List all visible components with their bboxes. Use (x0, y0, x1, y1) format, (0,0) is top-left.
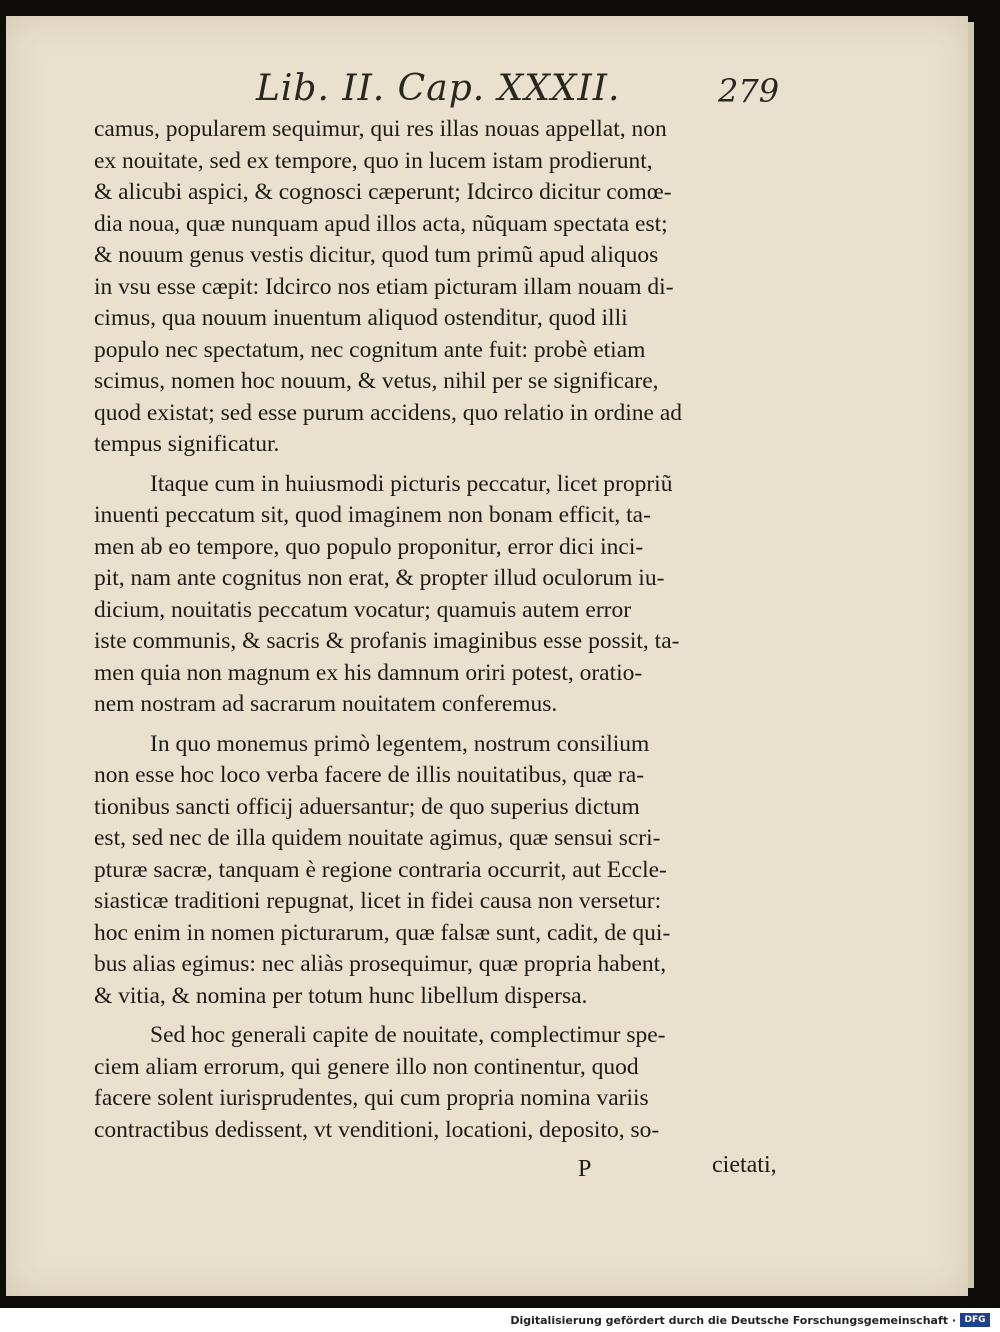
text-line: non esse hoc loco verba facere de illis nouitatibus, quæ ra- (94, 762, 645, 788)
paragraph (94, 469, 794, 721)
paragraph (94, 114, 794, 461)
text-line: tionibus sancti officij aduersantur; de quo superius dictum (94, 793, 640, 820)
paragraph-gap (94, 1012, 794, 1020)
text-line: & alicubi aspici, & cognosci cæperunt; Idcirco dicitur comœ- (94, 179, 672, 205)
paragraph (94, 729, 794, 1013)
page-edge (968, 22, 974, 1288)
text-line: tempus significatur. (94, 431, 280, 457)
text-line: in vsu esse cæpit: Idcirco nos etiam picturam illam nouam di- (94, 273, 674, 300)
text-line: ciem aliam errorum, qui genere illo non continentur, quod (94, 1053, 639, 1080)
text-line: facere solent iurisprudentes, qui cum propria nomina variis (94, 1085, 649, 1111)
text-line: siasticæ traditioni repugnat, licet in fidei causa non versetur: (94, 888, 662, 914)
text-line: est, sed nec de illa quidem nouitate agimus, quæ sensui scri- (94, 825, 661, 851)
text-line: nem nostram ad sacrarum nouitatem conferemus. (94, 691, 558, 717)
text-line: ex nouitate, sed ex tempore, quo in lucem istam prodierunt, (94, 147, 653, 174)
dfg-logo: DFG (960, 1313, 990, 1327)
text-line: pturæ sacræ, tanquam è regione contraria occurrit, aut Eccle- (94, 856, 667, 883)
text-line: inuenti peccatum sit, quod imaginem non bonam efficit, ta- (94, 502, 651, 528)
text-line: hoc enim in nomen picturarum, quæ falsæ sunt, cadit, de qui- (94, 919, 671, 946)
page-number: 279 (718, 72, 780, 110)
text-line: Sed hoc generali capite de nouitate, complectimur spe- (150, 1022, 666, 1048)
text-line: & nouum genus vestis dicitur, quod tum primũ apud aliquos (94, 242, 659, 268)
paragraph-gap (94, 461, 794, 469)
text-line: camus, popularem sequimur, qui res illas nouas appellat, non (94, 116, 667, 142)
body-text (94, 114, 794, 1146)
text-line: populo nec spectatum, nec cognitum ante fuit: probè etiam (94, 336, 646, 363)
text-line: quod existat; sed esse purum accidens, quo relatio in ordine ad (94, 399, 682, 426)
text-line: Itaque cum in huiusmodi picturis peccatur, licet propriũ (150, 470, 673, 497)
text-line: dicium, nouitatis peccatum vocatur; quamuis autem error (94, 596, 632, 623)
catchword: cietati, (712, 1152, 777, 1178)
text-line: contractibus dedissent, vt venditioni, locationi, deposito, so- (94, 1116, 660, 1143)
paragraph-gap (94, 721, 794, 729)
text-line: bus alias egimus: nec aliàs prosequimur, quæ propria habent, (94, 951, 667, 977)
page-footer-catchwords (6, 1152, 968, 1196)
text-line: pit, nam ante cognitus non erat, & propter illud oculorum iu- (94, 565, 665, 591)
signature-mark: P (578, 1156, 592, 1182)
text-line: men quia non magnum ex his damnum oriri potest, oratio- (94, 659, 643, 686)
text-line: cimus, qua nouum inuentum aliquod ostenditur, quod illi (94, 305, 628, 331)
paragraph (94, 1020, 794, 1146)
text-line: scimus, nomen hoc nouum, & vetus, nihil per se significare, (94, 368, 659, 394)
digitization-footer (0, 1308, 1000, 1332)
running-head: Lib. II. Cap. XXXII. (256, 68, 621, 109)
text-line: & vitia, & nomina per totum hunc libellum dispersa. (94, 982, 588, 1009)
text-line: dia noua, quæ nunquam apud illos acta, nũquam spectata est; (94, 210, 668, 237)
book-page (6, 16, 968, 1296)
funding-credit: Digitalisierung gefördert durch die Deutsche Forschungsgemeinschaft · (510, 1314, 956, 1327)
text-line: iste communis, & sacris & profanis imaginibus esse possit, ta- (94, 628, 680, 654)
text-line: men ab eo tempore, quo populo proponitur, error dici inci- (94, 533, 644, 560)
text-line: In quo monemus primò legentem, nostrum consilium (150, 730, 650, 757)
